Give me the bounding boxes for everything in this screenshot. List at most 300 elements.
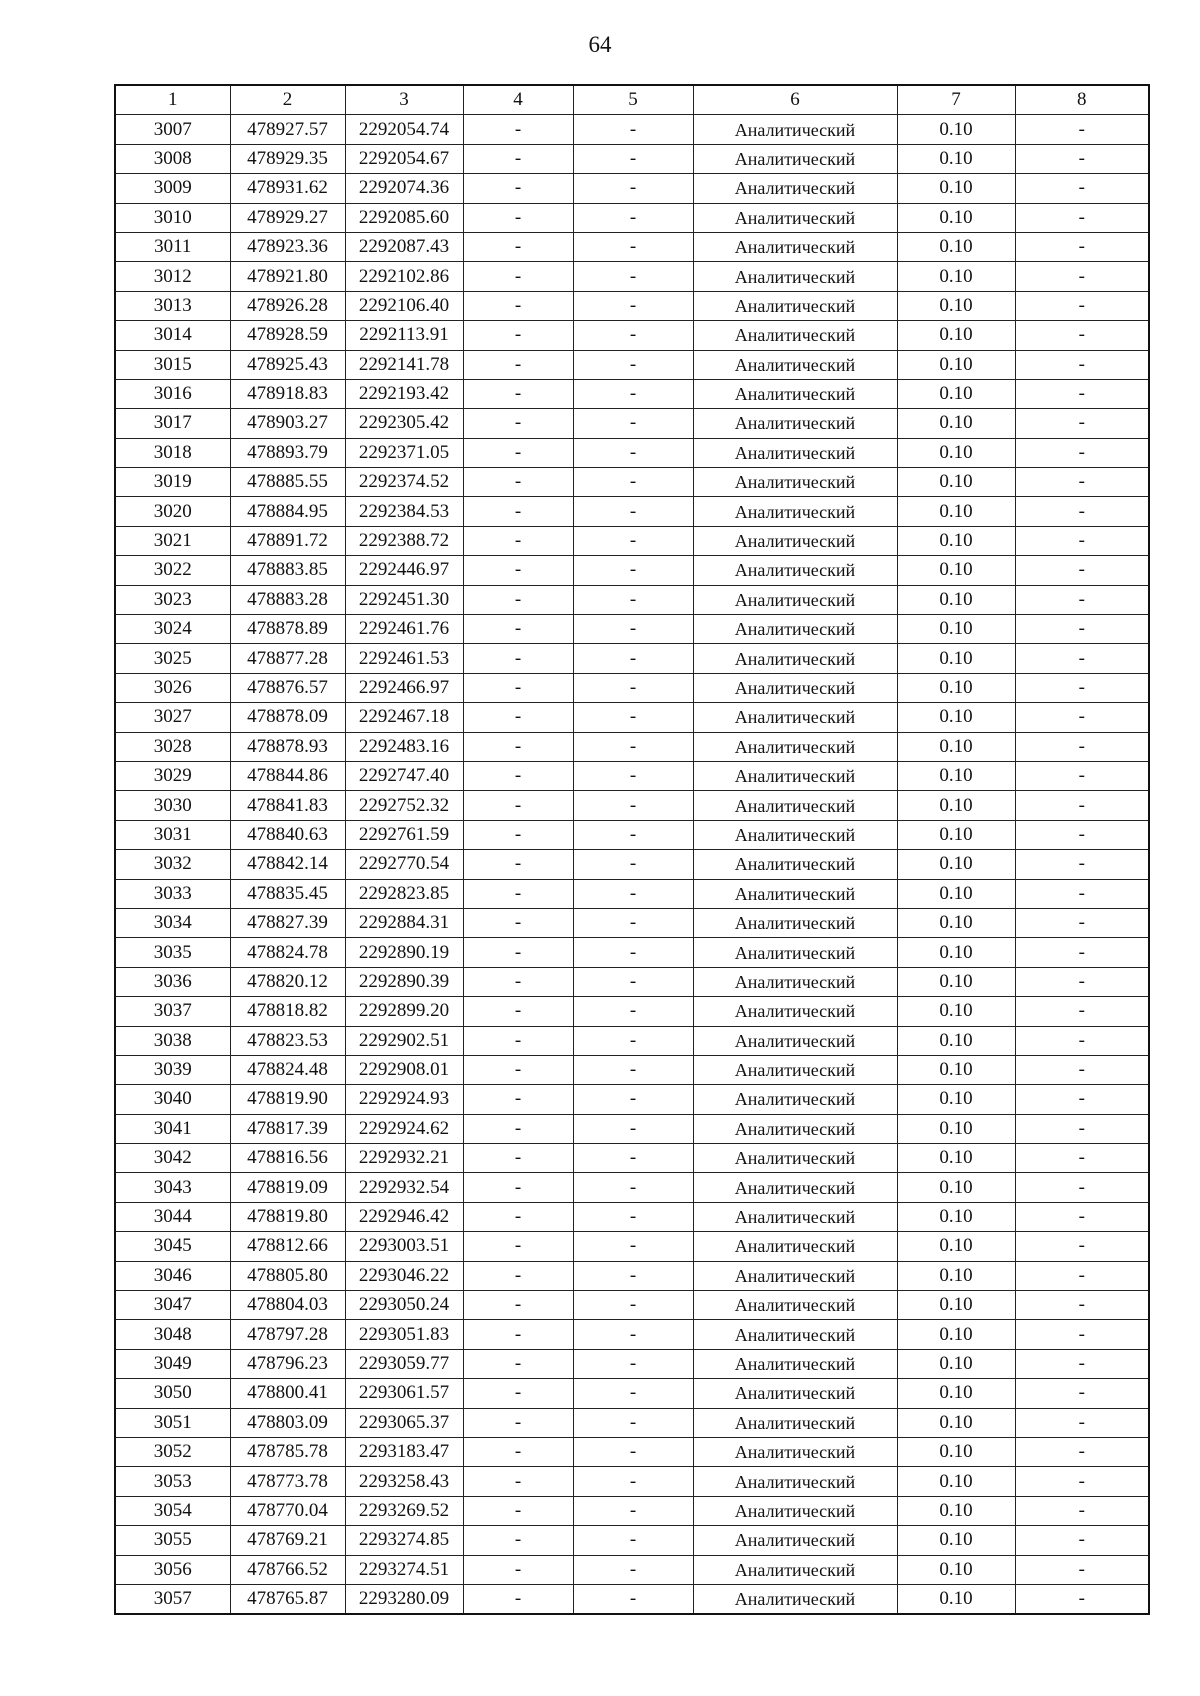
table-cell: - xyxy=(1015,967,1149,996)
table-cell: 3043 xyxy=(115,1173,230,1202)
table-cell: 2292085.60 xyxy=(345,203,463,232)
table-cell: 0.10 xyxy=(897,1349,1015,1378)
table-cell: 2292823.85 xyxy=(345,879,463,908)
table-row xyxy=(115,379,1149,408)
table-cell: Аналитический xyxy=(693,1467,897,1496)
table-cell: 3024 xyxy=(115,615,230,644)
table-cell: - xyxy=(1015,321,1149,350)
table-cell: 0.10 xyxy=(897,1496,1015,1525)
table-cell: Аналитический xyxy=(693,350,897,379)
table-cell: Аналитический xyxy=(693,1496,897,1525)
table-cell: 2292902.51 xyxy=(345,1026,463,1055)
table-cell: - xyxy=(463,644,573,673)
table-row xyxy=(115,438,1149,467)
table-cell: 478878.89 xyxy=(230,615,345,644)
table-row xyxy=(115,1467,1149,1496)
table-cell: - xyxy=(573,1232,693,1261)
table-cell: 0.10 xyxy=(897,468,1015,497)
table-cell: 478923.36 xyxy=(230,232,345,261)
table-cell: 478812.66 xyxy=(230,1232,345,1261)
table-cell: - xyxy=(463,1437,573,1466)
table-cell: - xyxy=(1015,438,1149,467)
table-cell: - xyxy=(1015,1261,1149,1290)
table-cell: Аналитический xyxy=(693,1349,897,1378)
table-cell: - xyxy=(1015,1026,1149,1055)
table-cell: - xyxy=(573,350,693,379)
column-header-7: 7 xyxy=(897,85,1015,115)
table-cell: - xyxy=(1015,115,1149,144)
table-cell: 478816.56 xyxy=(230,1144,345,1173)
table-cell: - xyxy=(573,1437,693,1466)
table-cell: 0.10 xyxy=(897,1114,1015,1143)
table-cell: 0.10 xyxy=(897,1026,1015,1055)
table-cell: - xyxy=(573,908,693,937)
table-cell: 3038 xyxy=(115,1026,230,1055)
column-header-4: 4 xyxy=(463,85,573,115)
table-cell: - xyxy=(573,291,693,320)
table-cell: Аналитический xyxy=(693,938,897,967)
table-cell: 478931.62 xyxy=(230,174,345,203)
table-cell: 3048 xyxy=(115,1320,230,1349)
table-row xyxy=(115,967,1149,996)
table-cell: 3042 xyxy=(115,1144,230,1173)
table-cell: 0.10 xyxy=(897,1085,1015,1114)
table-cell: 3016 xyxy=(115,379,230,408)
table-cell: - xyxy=(1015,1584,1149,1614)
table-cell: 2293051.83 xyxy=(345,1320,463,1349)
table-cell: - xyxy=(573,938,693,967)
table-cell: - xyxy=(1015,1055,1149,1084)
table-cell: 3026 xyxy=(115,673,230,702)
table-cell: Аналитический xyxy=(693,1584,897,1614)
table-cell: 2293003.51 xyxy=(345,1232,463,1261)
table-cell: 0.10 xyxy=(897,673,1015,702)
table-cell: - xyxy=(463,1496,573,1525)
table-row xyxy=(115,1173,1149,1202)
table-cell: - xyxy=(1015,291,1149,320)
table-cell: 478770.04 xyxy=(230,1496,345,1525)
table-cell: 3014 xyxy=(115,321,230,350)
table-cell: 478921.80 xyxy=(230,262,345,291)
table-cell: 478796.23 xyxy=(230,1349,345,1378)
table-cell: - xyxy=(573,879,693,908)
table-cell: Аналитический xyxy=(693,174,897,203)
table-cell: 2292466.97 xyxy=(345,673,463,702)
table-cell: 2292932.21 xyxy=(345,1144,463,1173)
table-cell: 2293280.09 xyxy=(345,1584,463,1614)
table-cell: 3023 xyxy=(115,585,230,614)
table-cell: 2292932.54 xyxy=(345,1173,463,1202)
table-cell: 0.10 xyxy=(897,1526,1015,1555)
table-row xyxy=(115,761,1149,790)
table-cell: 0.10 xyxy=(897,820,1015,849)
table-cell: 0.10 xyxy=(897,438,1015,467)
table-cell: - xyxy=(1015,262,1149,291)
table-cell: - xyxy=(1015,820,1149,849)
table-row xyxy=(115,908,1149,937)
table-cell: Аналитический xyxy=(693,1526,897,1555)
table-cell: 2292924.62 xyxy=(345,1114,463,1143)
table-cell: - xyxy=(573,1144,693,1173)
table-cell: 2292908.01 xyxy=(345,1055,463,1084)
table-cell: Аналитический xyxy=(693,585,897,614)
table-cell: 0.10 xyxy=(897,350,1015,379)
table-cell: 0.10 xyxy=(897,761,1015,790)
table-cell: - xyxy=(1015,1114,1149,1143)
table-cell: - xyxy=(1015,673,1149,702)
table-cell: 2293050.24 xyxy=(345,1291,463,1320)
table-cell: Аналитический xyxy=(693,321,897,350)
table-cell: 0.10 xyxy=(897,703,1015,732)
table-cell: - xyxy=(463,438,573,467)
table-cell: 478820.12 xyxy=(230,967,345,996)
table-cell: 2292141.78 xyxy=(345,350,463,379)
table-cell: - xyxy=(1015,1173,1149,1202)
table-cell: - xyxy=(463,997,573,1026)
table-cell: 2292483.16 xyxy=(345,732,463,761)
table-row xyxy=(115,732,1149,761)
table-cell: 2292747.40 xyxy=(345,761,463,790)
table-cell: Аналитический xyxy=(693,232,897,261)
table-cell: - xyxy=(463,820,573,849)
table-cell: - xyxy=(1015,791,1149,820)
table-cell: 478824.48 xyxy=(230,1055,345,1084)
table-cell: 0.10 xyxy=(897,526,1015,555)
table-cell: - xyxy=(463,908,573,937)
table-cell: Аналитический xyxy=(693,1026,897,1055)
table-row xyxy=(115,1232,1149,1261)
table-cell: - xyxy=(463,1555,573,1584)
table-cell: 478835.45 xyxy=(230,879,345,908)
table-cell: - xyxy=(1015,1349,1149,1378)
table-cell: 0.10 xyxy=(897,1291,1015,1320)
table-cell: - xyxy=(463,497,573,526)
table-cell: - xyxy=(463,585,573,614)
table-cell: 478803.09 xyxy=(230,1408,345,1437)
table-cell: 3041 xyxy=(115,1114,230,1143)
table-cell: - xyxy=(1015,1496,1149,1525)
table-cell: 2292761.59 xyxy=(345,820,463,849)
table-cell: 478885.55 xyxy=(230,468,345,497)
table-cell: - xyxy=(463,673,573,702)
table-cell: - xyxy=(1015,908,1149,937)
table-cell: 0.10 xyxy=(897,232,1015,261)
table-cell: 478842.14 xyxy=(230,850,345,879)
table-cell: - xyxy=(1015,497,1149,526)
table-cell: Аналитический xyxy=(693,1173,897,1202)
table-cell: 0.10 xyxy=(897,850,1015,879)
table-cell: Аналитический xyxy=(693,703,897,732)
table-cell: 3009 xyxy=(115,174,230,203)
table-cell: 478824.78 xyxy=(230,938,345,967)
table-cell: - xyxy=(573,1291,693,1320)
table-cell: - xyxy=(1015,1437,1149,1466)
table-cell: 2293065.37 xyxy=(345,1408,463,1437)
table-cell: 3012 xyxy=(115,262,230,291)
table-cell: Аналитический xyxy=(693,438,897,467)
table-cell: 0.10 xyxy=(897,1408,1015,1437)
table-cell: 478878.93 xyxy=(230,732,345,761)
table-cell: 478827.39 xyxy=(230,908,345,937)
table-cell: 3039 xyxy=(115,1055,230,1084)
table-row xyxy=(115,1114,1149,1143)
column-header-2: 2 xyxy=(230,85,345,115)
table-cell: 3047 xyxy=(115,1291,230,1320)
table-cell: 0.10 xyxy=(897,174,1015,203)
table-cell: - xyxy=(573,1202,693,1231)
table-cell: 0.10 xyxy=(897,732,1015,761)
table-cell: 478766.52 xyxy=(230,1555,345,1584)
table-cell: Аналитический xyxy=(693,1232,897,1261)
table-row xyxy=(115,1202,1149,1231)
table-row xyxy=(115,556,1149,585)
table-cell: 478765.87 xyxy=(230,1584,345,1614)
table-cell: Аналитический xyxy=(693,644,897,673)
table-cell: 478883.85 xyxy=(230,556,345,585)
table-row xyxy=(115,1496,1149,1525)
table-cell: 3034 xyxy=(115,908,230,937)
table-cell: 0.10 xyxy=(897,115,1015,144)
table-row xyxy=(115,203,1149,232)
table-cell: - xyxy=(1015,1291,1149,1320)
table-cell: 3029 xyxy=(115,761,230,790)
table-cell: 3036 xyxy=(115,967,230,996)
table-cell: 2292924.93 xyxy=(345,1085,463,1114)
table-cell: 3051 xyxy=(115,1408,230,1437)
table-row xyxy=(115,115,1149,144)
table-cell: 0.10 xyxy=(897,997,1015,1026)
table-cell: - xyxy=(463,174,573,203)
table-cell: - xyxy=(463,1526,573,1555)
table-cell: 478928.59 xyxy=(230,321,345,350)
table-cell: - xyxy=(463,703,573,732)
table-cell: - xyxy=(1015,1467,1149,1496)
table-cell: 2292752.32 xyxy=(345,791,463,820)
table-cell: - xyxy=(1015,585,1149,614)
table-cell: 3015 xyxy=(115,350,230,379)
table-cell: - xyxy=(463,321,573,350)
table-cell: 3010 xyxy=(115,203,230,232)
table-cell: 2292102.86 xyxy=(345,262,463,291)
table-cell: - xyxy=(463,1144,573,1173)
table-cell: - xyxy=(1015,703,1149,732)
table-cell: Аналитический xyxy=(693,379,897,408)
table-cell: 478805.80 xyxy=(230,1261,345,1290)
table-cell: 2292461.76 xyxy=(345,615,463,644)
table-row xyxy=(115,144,1149,173)
table-cell: - xyxy=(573,409,693,438)
table-cell: - xyxy=(1015,644,1149,673)
table-cell: 2292374.52 xyxy=(345,468,463,497)
table-cell: - xyxy=(573,262,693,291)
table-cell: 478840.63 xyxy=(230,820,345,849)
table-cell: - xyxy=(1015,468,1149,497)
table-row xyxy=(115,1144,1149,1173)
table-cell: - xyxy=(1015,144,1149,173)
table-cell: 3033 xyxy=(115,879,230,908)
table-cell: Аналитический xyxy=(693,879,897,908)
table-cell: 478884.95 xyxy=(230,497,345,526)
table-cell: 0.10 xyxy=(897,938,1015,967)
table-cell: - xyxy=(1015,1202,1149,1231)
table-cell: - xyxy=(573,1173,693,1202)
table-cell: - xyxy=(573,1349,693,1378)
table-cell: 478819.09 xyxy=(230,1173,345,1202)
table-row xyxy=(115,1408,1149,1437)
table-cell: - xyxy=(463,761,573,790)
table-cell: 3056 xyxy=(115,1555,230,1584)
table-cell: - xyxy=(573,820,693,849)
table-cell: 3018 xyxy=(115,438,230,467)
table-cell: Аналитический xyxy=(693,1114,897,1143)
table-cell: 0.10 xyxy=(897,497,1015,526)
table-cell: - xyxy=(463,379,573,408)
table-row xyxy=(115,1291,1149,1320)
table-cell: 478893.79 xyxy=(230,438,345,467)
table-row xyxy=(115,997,1149,1026)
table-cell: 0.10 xyxy=(897,379,1015,408)
table-cell: Аналитический xyxy=(693,1291,897,1320)
table-cell: 0.10 xyxy=(897,1467,1015,1496)
table-cell: - xyxy=(573,850,693,879)
table-cell: - xyxy=(573,1379,693,1408)
table-cell: 0.10 xyxy=(897,1202,1015,1231)
table-cell: Аналитический xyxy=(693,144,897,173)
table-cell: - xyxy=(573,791,693,820)
table-cell: 0.10 xyxy=(897,585,1015,614)
table-cell: 3050 xyxy=(115,1379,230,1408)
table-cell: Аналитический xyxy=(693,791,897,820)
table-cell: - xyxy=(573,379,693,408)
table-row xyxy=(115,497,1149,526)
table-cell: 3028 xyxy=(115,732,230,761)
table-row xyxy=(115,1555,1149,1584)
table-cell: 0.10 xyxy=(897,1379,1015,1408)
page-number: 64 xyxy=(588,32,612,57)
table-cell: 3008 xyxy=(115,144,230,173)
table-cell: 2292899.20 xyxy=(345,997,463,1026)
table-row xyxy=(115,174,1149,203)
table-cell: - xyxy=(573,144,693,173)
table-cell: 478769.21 xyxy=(230,1526,345,1555)
table-cell: - xyxy=(463,291,573,320)
table-cell: 0.10 xyxy=(897,1173,1015,1202)
column-header-8: 8 xyxy=(1015,85,1149,115)
table-cell: 478929.35 xyxy=(230,144,345,173)
table-cell: - xyxy=(573,1584,693,1614)
table-cell: 478800.41 xyxy=(230,1379,345,1408)
table-row xyxy=(115,1526,1149,1555)
table-cell: Аналитический xyxy=(693,967,897,996)
table-cell: - xyxy=(1015,1085,1149,1114)
table-cell: 2292461.53 xyxy=(345,644,463,673)
table-cell: - xyxy=(573,703,693,732)
table-cell: 3025 xyxy=(115,644,230,673)
table-cell: 0.10 xyxy=(897,1261,1015,1290)
table-row xyxy=(115,1320,1149,1349)
table-cell: - xyxy=(463,1085,573,1114)
table-cell: 2292446.97 xyxy=(345,556,463,585)
table-cell: 0.10 xyxy=(897,1144,1015,1173)
table-cell: Аналитический xyxy=(693,409,897,438)
table-row xyxy=(115,1026,1149,1055)
table-cell: - xyxy=(573,732,693,761)
table-row xyxy=(115,321,1149,350)
table-cell: - xyxy=(463,967,573,996)
table-cell: 0.10 xyxy=(897,556,1015,585)
column-header-3: 3 xyxy=(345,85,463,115)
table-cell: Аналитический xyxy=(693,1320,897,1349)
table-cell: 478823.53 xyxy=(230,1026,345,1055)
table-cell: 3044 xyxy=(115,1202,230,1231)
table-cell: - xyxy=(573,1555,693,1584)
table-cell: Аналитический xyxy=(693,497,897,526)
table-cell: - xyxy=(1015,615,1149,644)
table-cell: - xyxy=(463,468,573,497)
table-cell: 3045 xyxy=(115,1232,230,1261)
table-cell: 0.10 xyxy=(897,908,1015,937)
table-row xyxy=(115,673,1149,702)
table-cell: - xyxy=(463,409,573,438)
table-cell: - xyxy=(463,526,573,555)
table-cell: 478797.28 xyxy=(230,1320,345,1349)
table-row xyxy=(115,291,1149,320)
table-cell: 478818.82 xyxy=(230,997,345,1026)
table-cell: - xyxy=(1015,1526,1149,1555)
table-cell: 2292193.42 xyxy=(345,379,463,408)
table-cell: - xyxy=(1015,761,1149,790)
table-cell: - xyxy=(1015,1144,1149,1173)
table-cell: 0.10 xyxy=(897,291,1015,320)
table-cell: - xyxy=(463,1584,573,1614)
table-cell: - xyxy=(463,115,573,144)
table-row xyxy=(115,1437,1149,1466)
table-cell: - xyxy=(573,1467,693,1496)
table-row xyxy=(115,1261,1149,1290)
table-cell: 0.10 xyxy=(897,644,1015,673)
table-cell: 478918.83 xyxy=(230,379,345,408)
table-cell: - xyxy=(573,203,693,232)
table-cell: - xyxy=(1015,526,1149,555)
table-cell: Аналитический xyxy=(693,673,897,702)
table-cell: 3054 xyxy=(115,1496,230,1525)
table-row xyxy=(115,791,1149,820)
table-cell: 2292087.43 xyxy=(345,232,463,261)
table-cell: 2293269.52 xyxy=(345,1496,463,1525)
table-cell: - xyxy=(463,556,573,585)
column-header-5: 5 xyxy=(573,85,693,115)
table-cell: - xyxy=(573,1496,693,1525)
table-cell: - xyxy=(573,1261,693,1290)
table-row xyxy=(115,1085,1149,1114)
table-cell: 0.10 xyxy=(897,879,1015,908)
table-row xyxy=(115,850,1149,879)
table-cell: - xyxy=(573,615,693,644)
table-cell: Аналитический xyxy=(693,1261,897,1290)
table-cell: 3020 xyxy=(115,497,230,526)
table-cell: 3035 xyxy=(115,938,230,967)
table-row xyxy=(115,879,1149,908)
table-cell: - xyxy=(573,321,693,350)
table-cell: 0.10 xyxy=(897,262,1015,291)
table-cell: 3053 xyxy=(115,1467,230,1496)
table-cell: - xyxy=(1015,409,1149,438)
table-cell: - xyxy=(463,1291,573,1320)
table-row xyxy=(115,350,1149,379)
table-row xyxy=(115,1055,1149,1084)
table-cell: - xyxy=(573,997,693,1026)
table-row xyxy=(115,1349,1149,1378)
